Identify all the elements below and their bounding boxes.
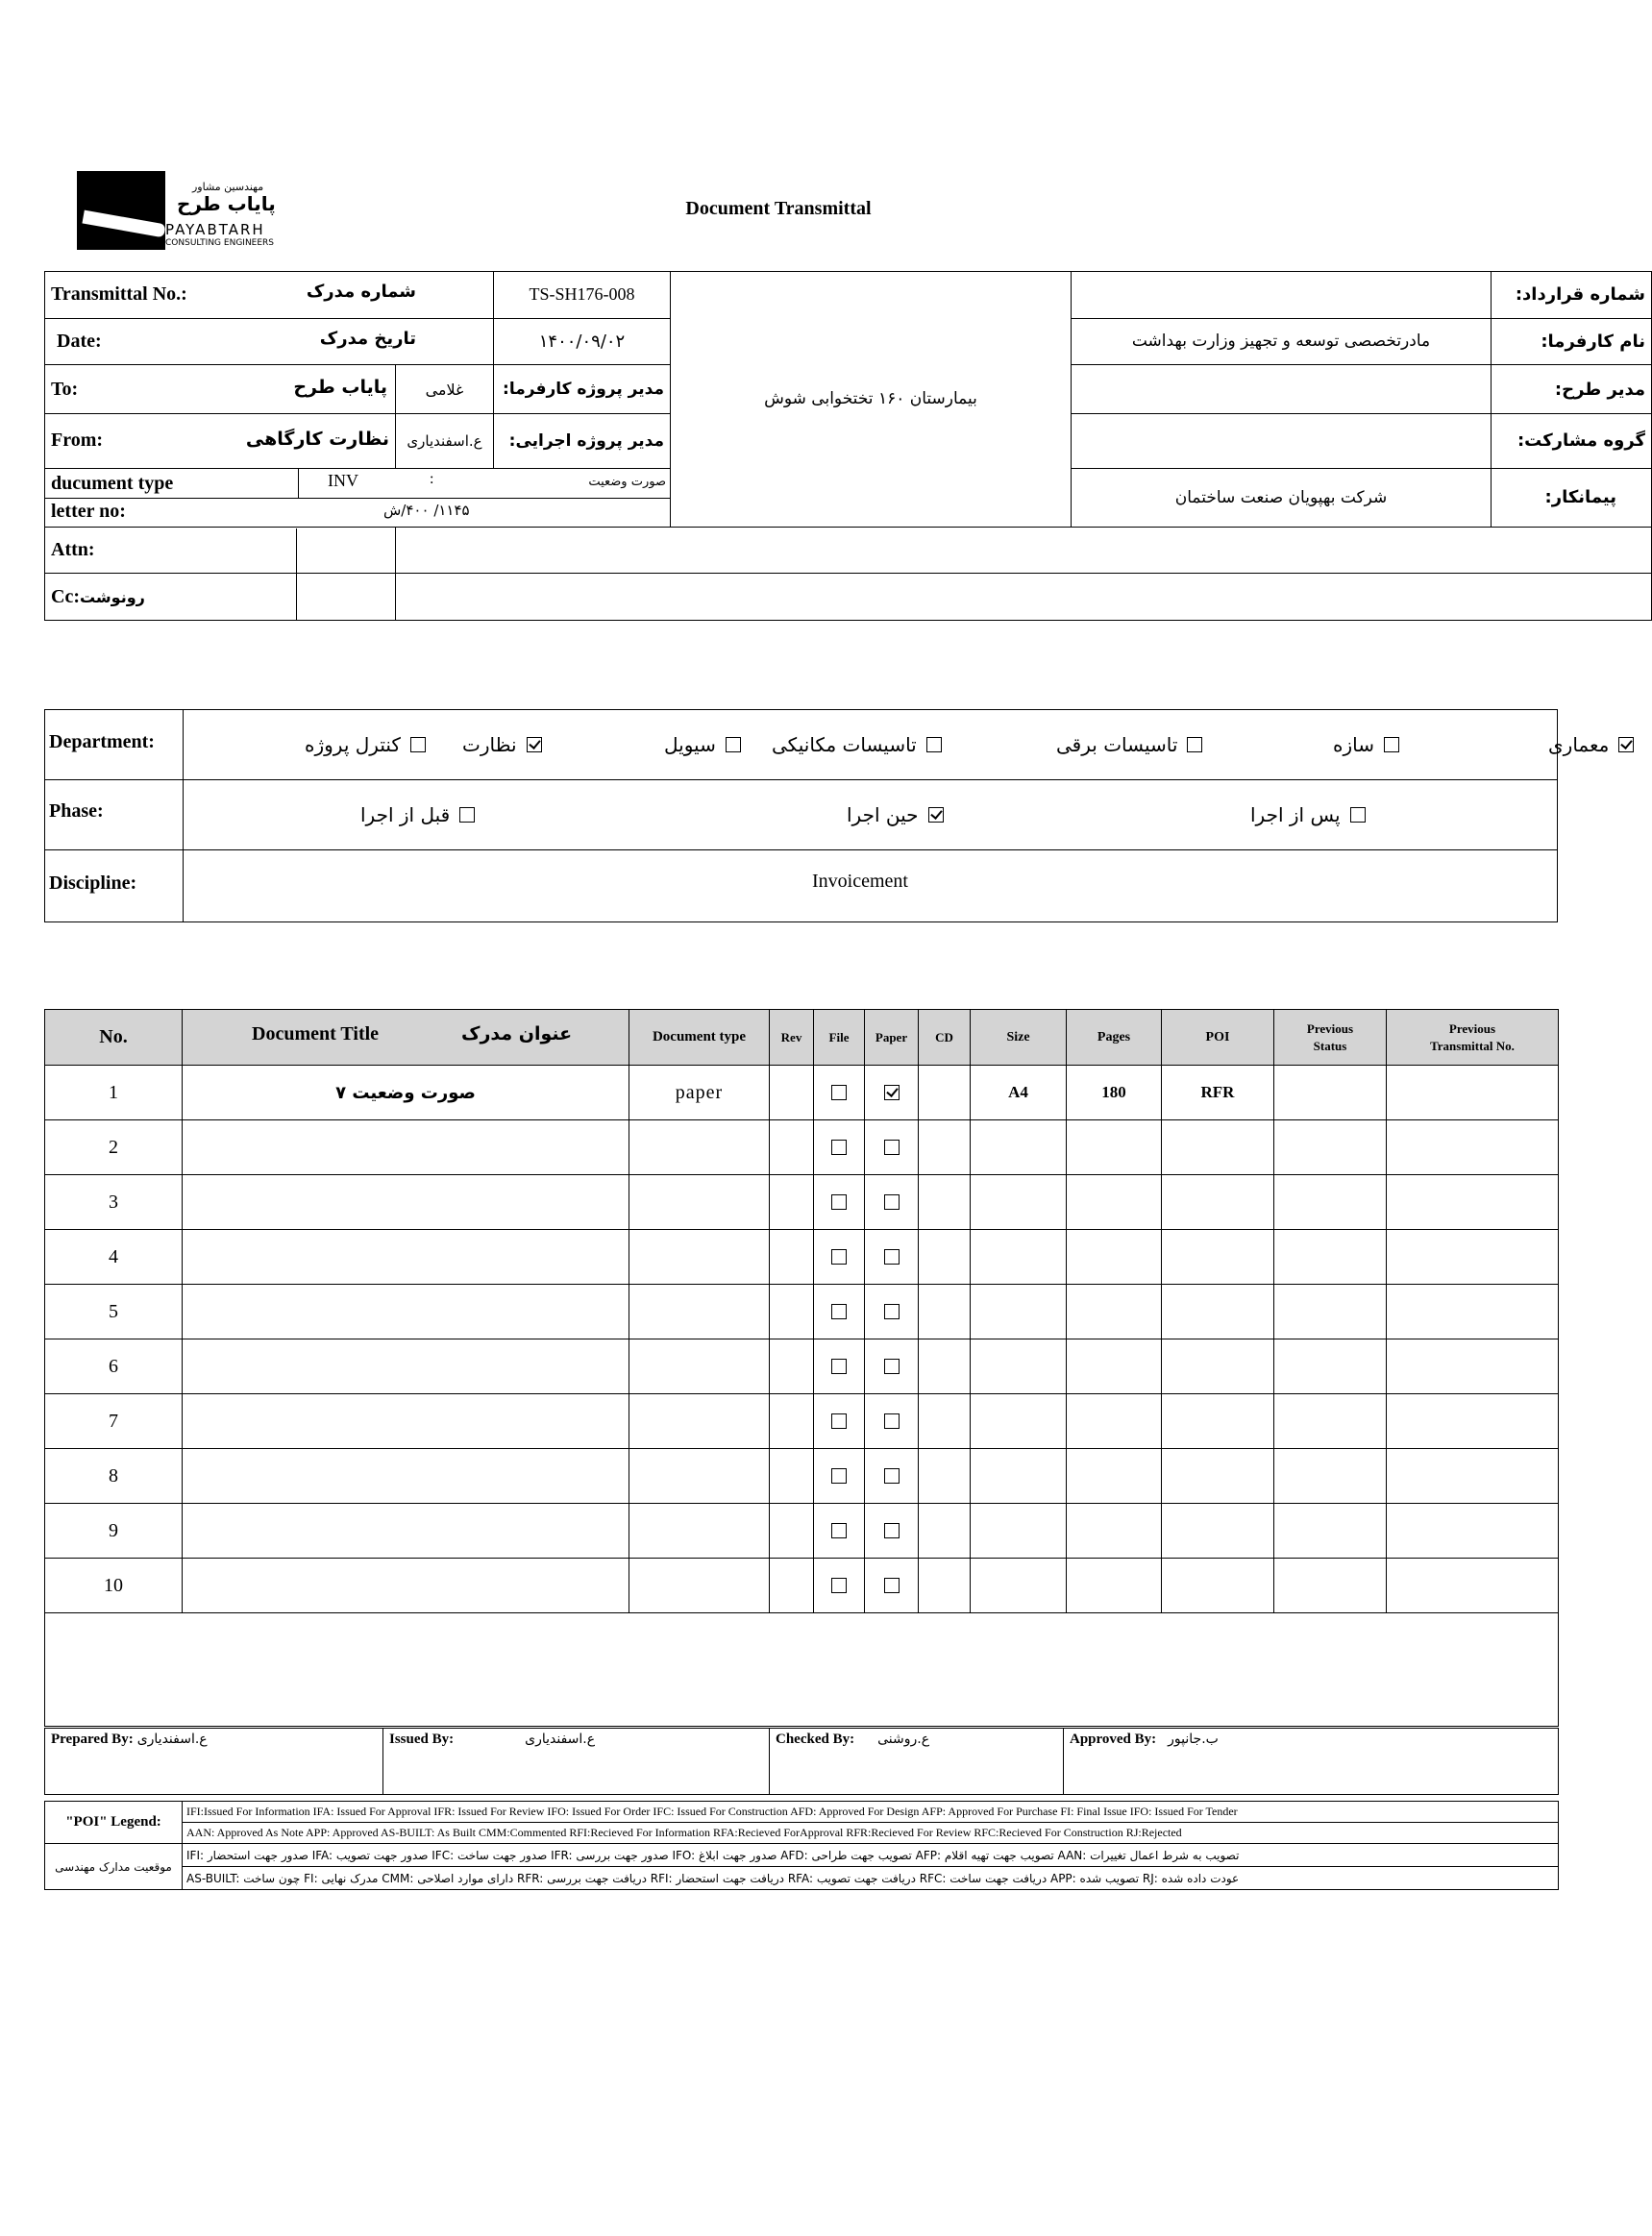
row-cd[interactable] xyxy=(919,1120,971,1175)
col-prev-status-1: Previous xyxy=(1306,1020,1354,1036)
logo-en-sub: CONSULTING ENGINEERS xyxy=(165,238,275,248)
row-pages[interactable] xyxy=(1067,1559,1162,1613)
row-doctype[interactable]: paper xyxy=(629,1066,770,1120)
row-title[interactable] xyxy=(183,1449,629,1504)
contractor-value: شرکت بهپویان صنعت ساختمان xyxy=(1072,468,1492,527)
to-label: To: xyxy=(51,378,79,400)
row-rev[interactable] xyxy=(770,1449,814,1504)
row-prev-trans[interactable] xyxy=(1387,1339,1559,1394)
to-value: پایاب طرح xyxy=(293,377,387,399)
checked-label: Checked By: xyxy=(776,1732,855,1747)
checkbox-icon[interactable] xyxy=(928,807,944,823)
row-paper xyxy=(865,1285,919,1339)
checkbox-icon[interactable] xyxy=(831,1249,847,1265)
client-label: نام کارفرما: xyxy=(1492,318,1652,365)
checkbox-icon[interactable] xyxy=(884,1249,900,1265)
col-pages: Pages xyxy=(1067,1010,1162,1066)
row-cd[interactable] xyxy=(919,1285,971,1339)
phase-option[interactable] xyxy=(360,779,475,849)
contract-no-value xyxy=(1072,272,1492,319)
checkbox-icon[interactable] xyxy=(884,1194,900,1210)
checkbox-icon[interactable] xyxy=(831,1304,847,1319)
table-row xyxy=(45,1449,1559,1504)
checkbox-icon[interactable] xyxy=(1618,737,1634,752)
department-option[interactable] xyxy=(1056,710,1202,779)
department-option-label: سازه xyxy=(1333,733,1374,756)
row-prev-trans[interactable] xyxy=(1387,1120,1559,1175)
row-no: 9 xyxy=(45,1504,183,1559)
department-option-label: سیویل xyxy=(664,733,716,756)
row-no: 6 xyxy=(45,1339,183,1394)
approved-value: ب.جانپور xyxy=(1168,1732,1219,1747)
row-prev-status[interactable] xyxy=(1274,1394,1387,1449)
row-size[interactable] xyxy=(971,1285,1067,1339)
prepared-cell xyxy=(45,1729,383,1795)
col-cd: CD xyxy=(919,1010,971,1066)
date-fa-label: تاریخ مدرک xyxy=(319,328,416,349)
phase-option-label: حین اجرا xyxy=(847,802,919,826)
row-rev[interactable] xyxy=(770,1559,814,1613)
row-doctype[interactable] xyxy=(629,1230,770,1285)
logo-en-name: PAYABTARH xyxy=(165,221,265,238)
row-doctype[interactable] xyxy=(629,1285,770,1339)
row-paper xyxy=(865,1504,919,1559)
row-doctype[interactable] xyxy=(629,1339,770,1394)
row-pages[interactable] xyxy=(1067,1230,1162,1285)
col-rev: Rev xyxy=(770,1010,814,1066)
row-prev-status[interactable] xyxy=(1274,1175,1387,1230)
col-title-fa: عنوان مدرک xyxy=(461,1023,573,1044)
table-row xyxy=(45,1339,1559,1394)
row-file xyxy=(814,1394,865,1449)
row-rev[interactable] xyxy=(770,1120,814,1175)
row-prev-trans[interactable] xyxy=(1387,1175,1559,1230)
department-label: Department: xyxy=(49,731,155,752)
checkbox-icon[interactable] xyxy=(831,1140,847,1155)
checkbox-icon[interactable] xyxy=(1384,737,1399,752)
row-file xyxy=(814,1066,865,1120)
client-value: مادرتخصصی توسعه و تجهیز وزارت بهداشت xyxy=(1072,318,1492,365)
letter-value: ۱۱۴۵/ ۴۰۰/ش xyxy=(383,501,470,519)
row-poi[interactable] xyxy=(1162,1504,1274,1559)
company-logo xyxy=(77,171,308,253)
row-file xyxy=(814,1175,865,1230)
row-prev-status[interactable] xyxy=(1274,1339,1387,1394)
design-mgr-label: مدیر طرح: xyxy=(1492,365,1652,414)
phase-label: Phase: xyxy=(49,800,104,822)
checkbox-icon[interactable] xyxy=(1187,737,1202,752)
cc-fa-label: رونوشت xyxy=(79,587,145,606)
row-rev[interactable] xyxy=(770,1394,814,1449)
department-option[interactable] xyxy=(305,710,426,779)
row-no: 1 xyxy=(45,1066,183,1120)
checkbox-icon[interactable] xyxy=(831,1085,847,1100)
row-prev-status[interactable] xyxy=(1274,1120,1387,1175)
row-doctype[interactable] xyxy=(629,1120,770,1175)
row-prev-trans[interactable] xyxy=(1387,1559,1559,1613)
employer-pm-label: مدیر پروژه کارفرما: xyxy=(494,365,671,414)
cc-value xyxy=(396,574,1652,621)
checkbox-icon[interactable] xyxy=(831,1468,847,1484)
from-cell xyxy=(45,414,396,469)
row-cd[interactable] xyxy=(919,1339,971,1394)
row-doctype[interactable] xyxy=(629,1559,770,1613)
legend-fa-line2: AS-BUILT: چون ساخت FI: مدرک نهایی CMM: دارای موارد اصلاحی RFR: دریافت جهت بررسی RFI: دریافت جهت استحضار RFA: دریافت جهت تصویب RFC: دریافت جهت ساخت APP: تصویب شده RJ: عودت داده شده xyxy=(183,1867,1559,1890)
row-pages[interactable] xyxy=(1067,1120,1162,1175)
department-option-label: تاسیسات مکانیکی xyxy=(772,733,917,756)
row-file xyxy=(814,1120,865,1175)
attn-label: Attn: xyxy=(45,527,396,574)
row-paper xyxy=(865,1066,919,1120)
department-option-label: کنترل پروژه xyxy=(305,733,401,756)
checkbox-icon[interactable] xyxy=(884,1468,900,1484)
checkbox-icon[interactable] xyxy=(831,1359,847,1374)
row-file xyxy=(814,1339,865,1394)
table-notes-row xyxy=(45,1613,1559,1727)
row-pages[interactable] xyxy=(1067,1394,1162,1449)
table-row xyxy=(45,1285,1559,1339)
contractor-label: پیمانکار: xyxy=(1492,468,1652,527)
row-paper xyxy=(865,1339,919,1394)
legend-fa-label: موقعیت مدارک مهندسی xyxy=(45,1844,183,1890)
row-prev-trans[interactable] xyxy=(1387,1504,1559,1559)
col-poi: POI xyxy=(1162,1010,1274,1066)
col-prev-trans-1: Previous xyxy=(1448,1020,1496,1036)
page-title: Document Transmittal xyxy=(685,198,872,219)
row-poi[interactable] xyxy=(1162,1449,1274,1504)
attn-value xyxy=(396,527,1652,574)
employer-pm-value: غلامی xyxy=(396,365,494,414)
row-doctype[interactable] xyxy=(629,1449,770,1504)
row-file xyxy=(814,1449,865,1504)
row-no: 5 xyxy=(45,1285,183,1339)
col-paper: Paper xyxy=(865,1010,919,1066)
row-prev-trans[interactable] xyxy=(1387,1285,1559,1339)
table-row xyxy=(45,1559,1559,1613)
phase-option[interactable] xyxy=(1250,779,1366,849)
row-cd[interactable] xyxy=(919,1559,971,1613)
row-title[interactable]: صورت وضعیت ۷ xyxy=(183,1066,629,1120)
row-no: 10 xyxy=(45,1559,183,1613)
row-rev[interactable] xyxy=(770,1175,814,1230)
row-paper xyxy=(865,1175,919,1230)
table-row xyxy=(45,1120,1559,1175)
table-row xyxy=(45,1504,1559,1559)
row-prev-status[interactable] xyxy=(1274,1559,1387,1613)
discipline-value: Invoicement xyxy=(812,871,908,892)
transmittal-fa-label: شماره مدرک xyxy=(306,282,416,302)
col-prev-trans xyxy=(1387,1010,1559,1066)
row-size[interactable] xyxy=(971,1175,1067,1230)
row-pages[interactable] xyxy=(1067,1175,1162,1230)
row-no: 3 xyxy=(45,1175,183,1230)
logo-fa-small: مهندسین مشاور xyxy=(192,181,264,193)
row-title[interactable] xyxy=(183,1175,629,1230)
phase-option-label: قبل از اجرا xyxy=(360,802,451,826)
row-size[interactable] xyxy=(971,1559,1067,1613)
transmittal-label: Transmittal No.: xyxy=(51,283,187,306)
from-value: نظارت کارگاهی xyxy=(245,429,389,450)
row-cd[interactable] xyxy=(919,1066,971,1120)
contract-no-label: شماره قرارداد: xyxy=(1492,272,1652,319)
discipline-label: Discipline: xyxy=(49,872,137,894)
row-poi[interactable] xyxy=(1162,1285,1274,1339)
row-doctype[interactable] xyxy=(629,1394,770,1449)
issued-cell xyxy=(383,1729,770,1795)
row-cd[interactable] xyxy=(919,1175,971,1230)
row-rev[interactable] xyxy=(770,1504,814,1559)
checkbox-icon[interactable] xyxy=(884,1140,900,1155)
project-name: بیمارستان ۱۶۰ تختخوابی شوش xyxy=(671,272,1072,528)
col-title xyxy=(183,1010,629,1066)
table-row xyxy=(45,1066,1559,1120)
row-title[interactable] xyxy=(183,1339,629,1394)
poi-legend-label: "POI" Legend: xyxy=(45,1802,183,1844)
doctype-letter-cell xyxy=(45,468,671,527)
checked-value: ع.روشنی xyxy=(877,1732,930,1747)
row-size[interactable] xyxy=(971,1449,1067,1504)
row-size[interactable] xyxy=(971,1230,1067,1285)
doctype-label: ducument type xyxy=(51,472,174,494)
prepared-label: Prepared By: xyxy=(51,1732,134,1747)
department-option[interactable] xyxy=(664,710,741,779)
col-no: No. xyxy=(45,1010,183,1066)
checkbox-icon[interactable] xyxy=(884,1359,900,1374)
row-title[interactable] xyxy=(183,1285,629,1339)
issued-value: ع.اسفندیاری xyxy=(525,1732,596,1747)
row-title[interactable] xyxy=(183,1394,629,1449)
row-title[interactable] xyxy=(183,1504,629,1559)
row-prev-status[interactable] xyxy=(1274,1285,1387,1339)
prepared-value: ع.اسفندیاری xyxy=(136,1732,208,1747)
row-poi[interactable] xyxy=(1162,1339,1274,1394)
table-row xyxy=(45,1230,1559,1285)
table-row xyxy=(45,1175,1559,1230)
legend-en-line2: AAN: Approved As Note APP: Approved AS-BUILT: As Built CMM:Commented RFI:Recieved For Information RFA:Recieved ForApproval RFR:Recieved For Review RFC:Recieved For Construction RJ:Rejected xyxy=(183,1823,1559,1844)
table-header-row xyxy=(45,1010,1559,1066)
row-rev[interactable] xyxy=(770,1230,814,1285)
department-option[interactable] xyxy=(772,710,942,779)
phase-option-label: پس از اجرا xyxy=(1250,802,1341,826)
col-prev-status-2: Status xyxy=(1313,1038,1347,1053)
phase-options xyxy=(184,779,1557,849)
row-title[interactable] xyxy=(183,1559,629,1613)
checkbox-icon[interactable] xyxy=(410,737,426,752)
row-prev-trans[interactable] xyxy=(1387,1394,1559,1449)
checkbox-icon[interactable] xyxy=(831,1194,847,1210)
row-pages[interactable] xyxy=(1067,1504,1162,1559)
header-table xyxy=(44,271,1652,621)
row-pages[interactable]: 180 xyxy=(1067,1066,1162,1120)
logo-fa-name: پایاب طرح xyxy=(177,192,276,215)
checkbox-icon[interactable] xyxy=(1350,807,1366,823)
checkbox-icon[interactable] xyxy=(527,737,542,752)
row-prev-trans[interactable] xyxy=(1387,1230,1559,1285)
transmittal-no-value: TS-SH176-008 xyxy=(494,272,671,319)
transmittal-no-cell xyxy=(45,272,494,319)
row-poi[interactable] xyxy=(1162,1394,1274,1449)
approved-label: Approved By: xyxy=(1070,1732,1157,1747)
row-file xyxy=(814,1559,865,1613)
cc-cell xyxy=(45,574,396,621)
checkbox-icon[interactable] xyxy=(884,1304,900,1319)
col-file: File xyxy=(814,1010,865,1066)
date-label: Date: xyxy=(57,330,102,352)
department-option[interactable] xyxy=(1548,710,1634,779)
row-prev-trans[interactable] xyxy=(1387,1066,1559,1120)
col-doctype: Document type xyxy=(629,1010,770,1066)
row-paper xyxy=(865,1230,919,1285)
row-title[interactable] xyxy=(183,1230,629,1285)
legend-en-line1: IFI:Issued For Information IFA: Issued For Approval IFR: Issued For Review IFO: Issued For Order IFC: Issued For Construction AFD: Approved For Design AFP: Approved For Purchase FI: Final Issue IFO: Issued For Tender xyxy=(183,1802,1559,1823)
date-value: ۱۴۰۰/۰۹/۰۲ xyxy=(494,318,671,365)
col-title-en: Document Title xyxy=(252,1023,380,1044)
row-cd[interactable] xyxy=(919,1504,971,1559)
row-size[interactable] xyxy=(971,1120,1067,1175)
checkbox-icon[interactable] xyxy=(884,1523,900,1538)
date-cell xyxy=(45,318,494,365)
partnership-value xyxy=(1072,414,1492,469)
checkbox-icon[interactable] xyxy=(831,1413,847,1429)
checkbox-icon[interactable] xyxy=(459,807,475,823)
row-prev-status[interactable] xyxy=(1274,1230,1387,1285)
row-size[interactable]: A4 xyxy=(971,1066,1067,1120)
logo-mark xyxy=(77,171,165,250)
table-row xyxy=(45,1394,1559,1449)
row-poi[interactable]: RFR xyxy=(1162,1066,1274,1120)
row-poi[interactable] xyxy=(1162,1175,1274,1230)
document-table xyxy=(44,1009,1559,1727)
doctype-value: INV xyxy=(328,470,358,490)
row-rev[interactable] xyxy=(770,1285,814,1339)
row-prev-trans[interactable] xyxy=(1387,1449,1559,1504)
letter-label: letter no: xyxy=(51,500,126,522)
checkbox-icon[interactable] xyxy=(831,1578,847,1593)
row-paper xyxy=(865,1120,919,1175)
cc-label: Cc: xyxy=(51,585,80,607)
approved-cell xyxy=(1064,1729,1559,1795)
checkbox-icon[interactable] xyxy=(726,737,741,752)
row-poi[interactable] xyxy=(1162,1559,1274,1613)
row-prev-status[interactable] xyxy=(1274,1504,1387,1559)
row-prev-status[interactable] xyxy=(1274,1449,1387,1504)
phase-option[interactable] xyxy=(847,779,944,849)
col-size: Size xyxy=(971,1010,1067,1066)
row-paper xyxy=(865,1559,919,1613)
classification-box xyxy=(44,709,1610,922)
checked-cell xyxy=(770,1729,1064,1795)
row-file xyxy=(814,1285,865,1339)
legend-fa-line1: IFI: صدور جهت استحضار IFA: صدور جهت تصویب IFC: صدور جهت ساخت IFR: صدور جهت بررسی IFO: صدور جهت ابلاغ AFD: تصویب جهت طراحی AFP: تصویب جهت تهیه اقلام AAN: تصویب به شرط اعمال تغییرات xyxy=(183,1844,1559,1867)
row-doctype[interactable] xyxy=(629,1504,770,1559)
row-no: 2 xyxy=(45,1120,183,1175)
row-file xyxy=(814,1230,865,1285)
department-option-label: نظارت xyxy=(462,733,517,756)
department-option-label: معماری xyxy=(1548,733,1610,756)
doctype-fa: صورت وضعیت xyxy=(588,474,666,489)
row-size[interactable] xyxy=(971,1504,1067,1559)
to-cell xyxy=(45,365,396,414)
checkbox-icon[interactable] xyxy=(884,1578,900,1593)
from-label: From: xyxy=(51,430,104,452)
legend-table xyxy=(44,1801,1559,1890)
row-pages[interactable] xyxy=(1067,1285,1162,1339)
department-option-label: تاسیسات برقی xyxy=(1056,733,1178,756)
doctype-colon: : xyxy=(430,470,434,487)
row-cd[interactable] xyxy=(919,1449,971,1504)
checkbox-icon[interactable] xyxy=(884,1085,900,1100)
row-no: 8 xyxy=(45,1449,183,1504)
row-paper xyxy=(865,1394,919,1449)
checkbox-icon[interactable] xyxy=(884,1413,900,1429)
row-poi[interactable] xyxy=(1162,1120,1274,1175)
row-rev[interactable] xyxy=(770,1066,814,1120)
attn-divider xyxy=(296,528,297,621)
exec-pm-label: مدیر پروژه اجرایی: xyxy=(494,414,671,469)
exec-pm-value: ع.اسفندیاری xyxy=(396,414,494,469)
issued-label: Issued By: xyxy=(389,1732,455,1747)
row-paper xyxy=(865,1449,919,1504)
row-no: 7 xyxy=(45,1394,183,1449)
row-cd[interactable] xyxy=(919,1394,971,1449)
checkbox-icon[interactable] xyxy=(831,1523,847,1538)
design-mgr-value xyxy=(1072,365,1492,414)
department-options xyxy=(184,710,1610,779)
row-prev-status[interactable] xyxy=(1274,1066,1387,1120)
row-poi[interactable] xyxy=(1162,1230,1274,1285)
row-size[interactable] xyxy=(971,1339,1067,1394)
row-file xyxy=(814,1504,865,1559)
checkbox-icon[interactable] xyxy=(926,737,942,752)
row-size[interactable] xyxy=(971,1394,1067,1449)
row-title[interactable] xyxy=(183,1120,629,1175)
row-cd[interactable] xyxy=(919,1230,971,1285)
department-option[interactable] xyxy=(462,710,542,779)
row-no: 4 xyxy=(45,1230,183,1285)
row-doctype[interactable] xyxy=(629,1175,770,1230)
row-rev[interactable] xyxy=(770,1339,814,1394)
department-option[interactable] xyxy=(1333,710,1399,779)
row-pages[interactable] xyxy=(1067,1449,1162,1504)
col-prev-trans-2: Transmittal No. xyxy=(1430,1038,1515,1053)
col-prev-status xyxy=(1274,1010,1387,1066)
signature-table xyxy=(44,1728,1559,1795)
row-pages[interactable] xyxy=(1067,1339,1162,1394)
partnership-label: گروه مشارکت: xyxy=(1492,414,1652,469)
